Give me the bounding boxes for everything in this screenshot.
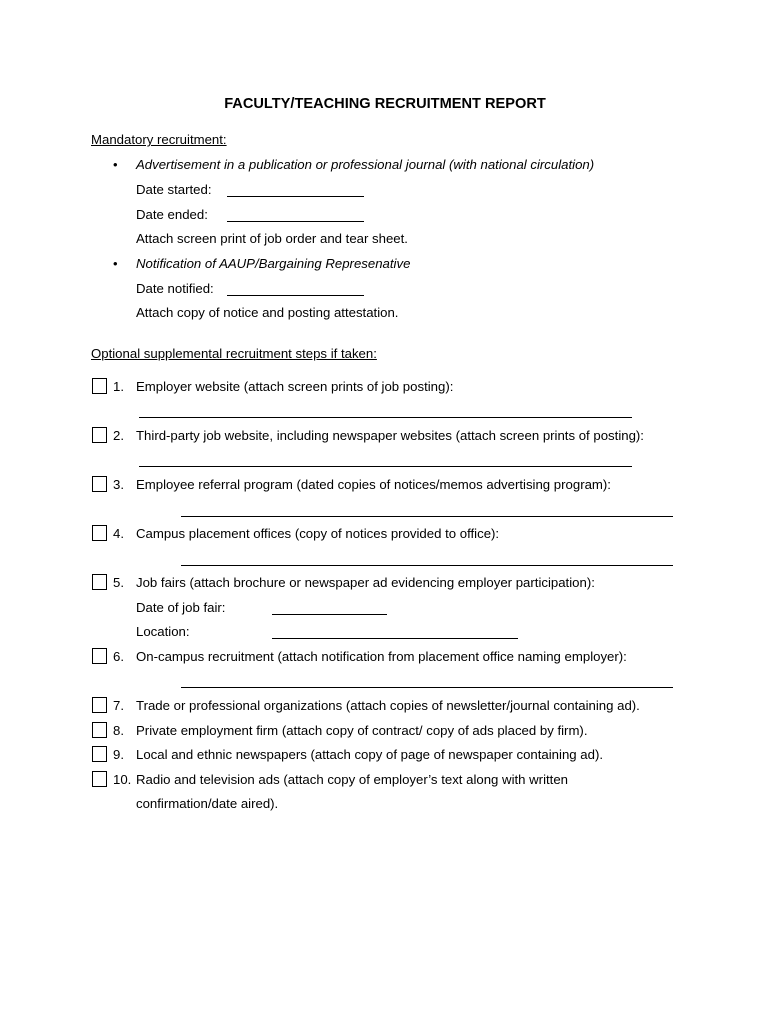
date-ended-field[interactable] — [227, 221, 364, 222]
employee-referral-field[interactable] — [181, 516, 673, 517]
item-text: Radio and television ads (attach copy of employer’s text along with written — [136, 772, 569, 787]
item-text: Third-party job website, including newspaper websites (attach screen prints of posting): — [136, 428, 644, 443]
item-number: 1. — [113, 379, 124, 394]
item-number: 5. — [113, 575, 124, 590]
checkbox-radio-television-ads[interactable] — [92, 771, 107, 787]
checkbox-private-employment-firm[interactable] — [92, 722, 107, 738]
item-number: 7. — [113, 698, 124, 713]
item-text: On-campus recruitment (attach notification from placement office naming employer): — [136, 649, 627, 664]
item-text: Employee referral program (dated copies of notices/memos advertising program): — [136, 477, 611, 492]
checkbox-campus-placement[interactable] — [92, 525, 107, 541]
checkbox-employee-referral[interactable] — [92, 476, 107, 492]
checkbox-trade-organizations[interactable] — [92, 697, 107, 713]
item-text: Employer website (attach screen prints of job posting): — [136, 379, 454, 394]
page-title: FACULTY/TEACHING RECRUITMENT REPORT — [224, 96, 546, 112]
date-started-label: Date started: — [136, 182, 212, 197]
item-number: 9. — [113, 747, 124, 762]
item-text: Local and ethnic newspapers (attach copy of page of newspaper containing ad). — [136, 747, 603, 762]
optional-heading: Optional supplemental recruitment steps if taken: — [91, 346, 377, 361]
job-fair-date-field[interactable] — [272, 614, 387, 615]
date-started-field[interactable] — [227, 196, 364, 197]
item-text-continued: confirmation/date aired). — [136, 796, 279, 811]
bullet-icon: • — [113, 157, 118, 172]
third-party-website-field[interactable] — [139, 466, 632, 467]
item-text: Campus placement offices (copy of notices provided to office): — [136, 526, 500, 541]
attach-screen-print-text: Attach screen print of job order and tear sheet. — [136, 231, 408, 246]
item-text: Private employment firm (attach copy of contract/ copy of ads placed by firm). — [136, 723, 588, 738]
job-fair-location-field[interactable] — [272, 638, 518, 639]
checkbox-third-party-website[interactable] — [92, 427, 107, 443]
employer-website-field[interactable] — [139, 417, 632, 418]
bullet-icon: • — [113, 256, 118, 271]
item-number: 4. — [113, 526, 124, 541]
date-notified-field[interactable] — [227, 295, 364, 296]
date-ended-label: Date ended: — [136, 207, 208, 222]
item-number: 3. — [113, 477, 124, 492]
item-text: Trade or professional organizations (attach copies of newsletter/journal containing ad). — [136, 698, 640, 713]
job-fair-date-label: Date of job fair: — [136, 600, 226, 615]
notification-text: Notification of AAUP/Bargaining Represenative — [136, 256, 411, 271]
attach-notice-text: Attach copy of notice and posting attestation. — [136, 305, 399, 320]
checkbox-employer-website[interactable] — [92, 378, 107, 394]
on-campus-recruitment-field[interactable] — [181, 687, 673, 688]
item-text: Job fairs (attach brochure or newspaper ad evidencing employer participation): — [136, 575, 595, 590]
mandatory-heading: Mandatory recruitment: — [91, 132, 227, 147]
checkbox-on-campus-recruitment[interactable] — [92, 648, 107, 664]
advertisement-text: Advertisement in a publication or professional journal (with national circulation) — [136, 157, 595, 172]
item-number: 6. — [113, 649, 124, 664]
campus-placement-field[interactable] — [181, 565, 673, 566]
job-fair-location-label: Location: — [136, 624, 190, 639]
checkbox-local-newspapers[interactable] — [92, 746, 107, 762]
item-number: 8. — [113, 723, 124, 738]
item-number: 10. — [113, 772, 132, 787]
item-number: 2. — [113, 428, 124, 443]
checkbox-job-fairs[interactable] — [92, 574, 107, 590]
date-notified-label: Date notified: — [136, 281, 214, 296]
